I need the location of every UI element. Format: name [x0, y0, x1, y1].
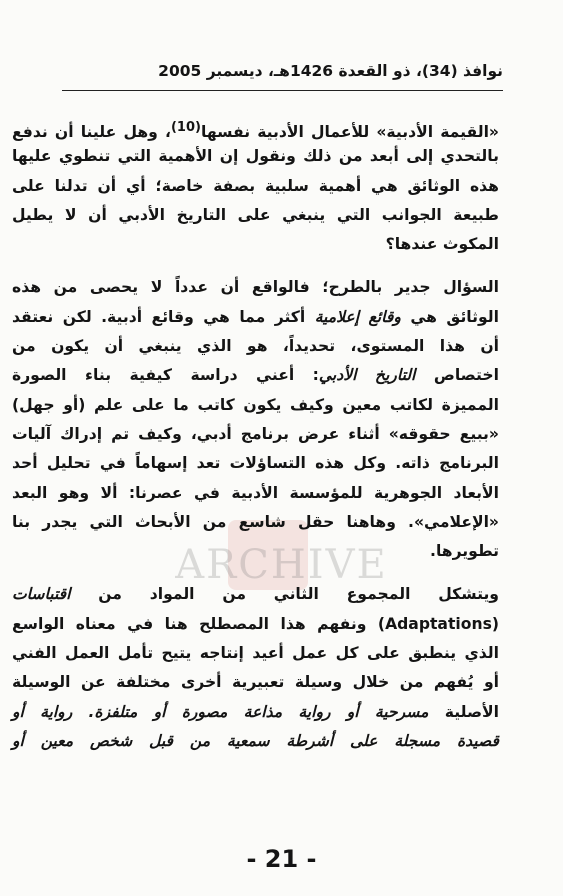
text-line: اختصاص التاريخ الأدبي: أعني دراسة كيفية بناء الصورة — [12, 366, 499, 385]
text-line: «ببيع حقوقه» أثناء عرض برنامج أدبي، وكيف تم إدراك آليات — [12, 424, 499, 443]
text-line: المميزة لكاتب معين وكيف يكون كاتب ما على علم (أو جهل) — [12, 395, 499, 414]
text-line: الذي ينطبق على كل عمل أعيد إنتاجه يتيح تأمل العمل الفني — [12, 644, 499, 663]
text-line i: قصيدة مسجلة على أشرطة سمعية من قبل شخص معين أو — [12, 731, 499, 750]
text-line: البرنامج ذاته. وكل هذه التساؤلات تعد إسهاماً في تحليل أحد — [12, 454, 499, 473]
text-line: الأصلية مسرحية أو رواية مذاعة مصورة أو متلفزة. رواية أو — [12, 702, 499, 721]
text-line: تطويرها. — [430, 542, 499, 561]
text-line: الوثائق هي وقائع إعلامية أكثر مما هي وقائع أدبية. لكن نعتقد — [12, 307, 499, 326]
page-number: - 21 - — [246, 845, 317, 873]
body-text — [12, 113, 499, 756]
text-line: «القيمة الأدبية» للأعمال الأدبية نفسها$^{(10)}$، وهل علينا أن ندفع — [12, 120, 500, 142]
text-line: ويتشكل المجموع الثاني من المواد من اقتباسات — [12, 585, 499, 604]
text-line: السؤال جدير بالطرح؛ فالواقع أن عدداً لا يحصى من هذه — [12, 278, 499, 297]
text-line: بالتحدي إلى أبعد من ذلك ونقول إن الأهمية التي تنطوي عليها — [12, 147, 499, 166]
text-line: «الإعلامي». وهاهنا حقل شاسع من الأبحاث التي يجدر بنا — [12, 512, 499, 531]
text-line: هذه الوثائق هي أهمية سلبية بصفة خاصة؛ أي أن تدلنا على — [12, 176, 499, 195]
watermark-text: ARCHIVE — [175, 542, 388, 588]
text-line: طبيعة الجوانب التي ينبغي على التاريخ الأدبي أن لا يطيل — [12, 205, 499, 224]
running-header: نوافذ (34)، ذو القعدة 1426هـ، ديسمبر 2005 — [62, 62, 503, 91]
text-line: أو يُفهم من خلال وسيلة تعبيرية أخرى مختلفة عن الوسيلة — [12, 673, 499, 692]
text-line: (Adaptations) ونفهم هذا المصطلح هنا في معناه الواسع — [12, 614, 499, 633]
text-line: المكوث عندها؟ — [385, 235, 499, 254]
text-line: أن هذا المستوى، تحديداً، هو الذي ينبغي أن يكون من — [12, 337, 499, 356]
text-line: الأبعاد الجوهرية للمؤسسة الأدبية في عصرنا: ألا وهو البعد — [12, 483, 499, 502]
